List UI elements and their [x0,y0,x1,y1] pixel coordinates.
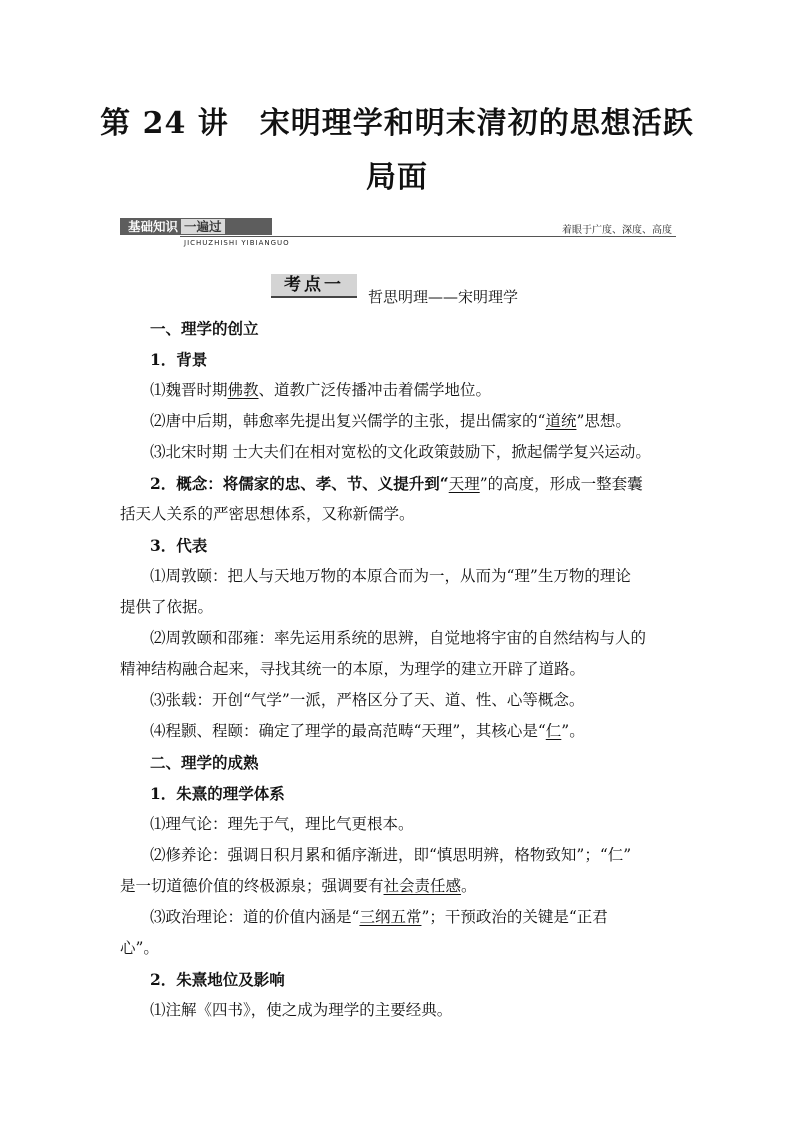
answer-blank: 社会责任感 [383,877,462,895]
s2-zhuxi-influence-heading: 2．朱熹地位及影响 [150,970,285,989]
banner-rule [180,236,676,237]
s1-background-item3: ⑶北宋时期 士大夫们在相对宽松的文化政策鼓励下，掀起儒学复兴运动。 [150,443,651,461]
s2-item2-line1: ⑵修养论：强调日积月累和循序渐进，即“慎思明辨，格物致知”；“仁” [150,846,632,864]
s1-background-item2: ⑵唐中后期，韩愈率先提出复兴儒学的主张，提出儒家的“道统”思想。 [150,412,631,430]
s1-rep3: ⑶张载：开创“气学”一派，严格区分了天、道、性、心等概念。 [150,691,585,709]
s2-item2-line2: 是一切道德价值的终极源泉；强调要有社会责任感。 [120,877,477,895]
banner-label-box [120,218,272,235]
s1-concept-line1: 2．概念：将儒家的忠、孝、节、义提升到“天理”的高度，形成一整套囊 [150,474,643,493]
page-title-line2: 局面 [366,160,428,195]
answer-blank: 佛教 [227,381,259,399]
s2-item1: ⑴理气论：理先于气，理比气更根本。 [150,815,414,833]
s2-item3-line1: ⑶政治理论：道的价值内涵是“三纲五常”；干预政治的关键是“正君 [150,908,608,926]
s1-rep1-line1: ⑴周敦颐：把人与天地万物的本原合而为一，从而为“理”生万物的理论 [150,567,631,585]
kaodian-title: 哲思明理——宋明理学 [368,288,519,306]
s1-representatives-heading: 3．代表 [150,536,208,555]
s1-rep2-line2: 精神结构融合起来，寻找其统一的本原，为理学的建立开辟了道路。 [120,660,586,678]
banner-right-text: 着眼于广度、深度、高度 [562,225,672,236]
s1-rep1-line2: 提供了依据。 [120,598,214,616]
section1-heading: 一、理学的创立 [150,319,259,338]
banner-pinyin: JICHUZHISHI YIBIANGUO [184,239,290,247]
section2-heading: 二、理学的成熟 [150,753,259,772]
answer-blank: 道统 [545,412,577,430]
answer-blank: 仁 [545,722,562,740]
page-title-line1: 第 24 讲 宋明理学和明末清初的思想活跃 [100,106,694,141]
section-banner [120,218,676,248]
answer-blank: 天理 [448,475,480,493]
s2-item3-line2: 心”。 [120,939,159,957]
s2-influence-item1: ⑴注解《四书》，使之成为理学的主要经典。 [150,1001,453,1019]
s1-background-item1: ⑴魏晋时期佛教、道教广泛传播冲击着儒学地位。 [150,381,492,399]
s1-rep2-line1: ⑵周敦颐和邵雍：率先运用系统的思辨，自觉地将宇宙的自然结构与人的 [150,629,647,647]
s1-concept-line2: 括天人关系的严密思想体系，又称新儒学。 [120,505,415,523]
kaodian-badge: 考点一 [271,274,357,298]
banner-label-highlight: 一遍过 [181,219,225,234]
answer-blank: 三纲五常 [359,908,422,926]
s1-rep4: ⑷程颢、程颐：确定了理学的最高范畴“天理”，其核心是“仁”。 [150,722,585,740]
s2-zhuxi-system-heading: 1．朱熹的理学体系 [150,784,285,803]
s1-background-heading: 1．背景 [150,350,208,369]
banner-label: 基础知识 [128,219,179,234]
